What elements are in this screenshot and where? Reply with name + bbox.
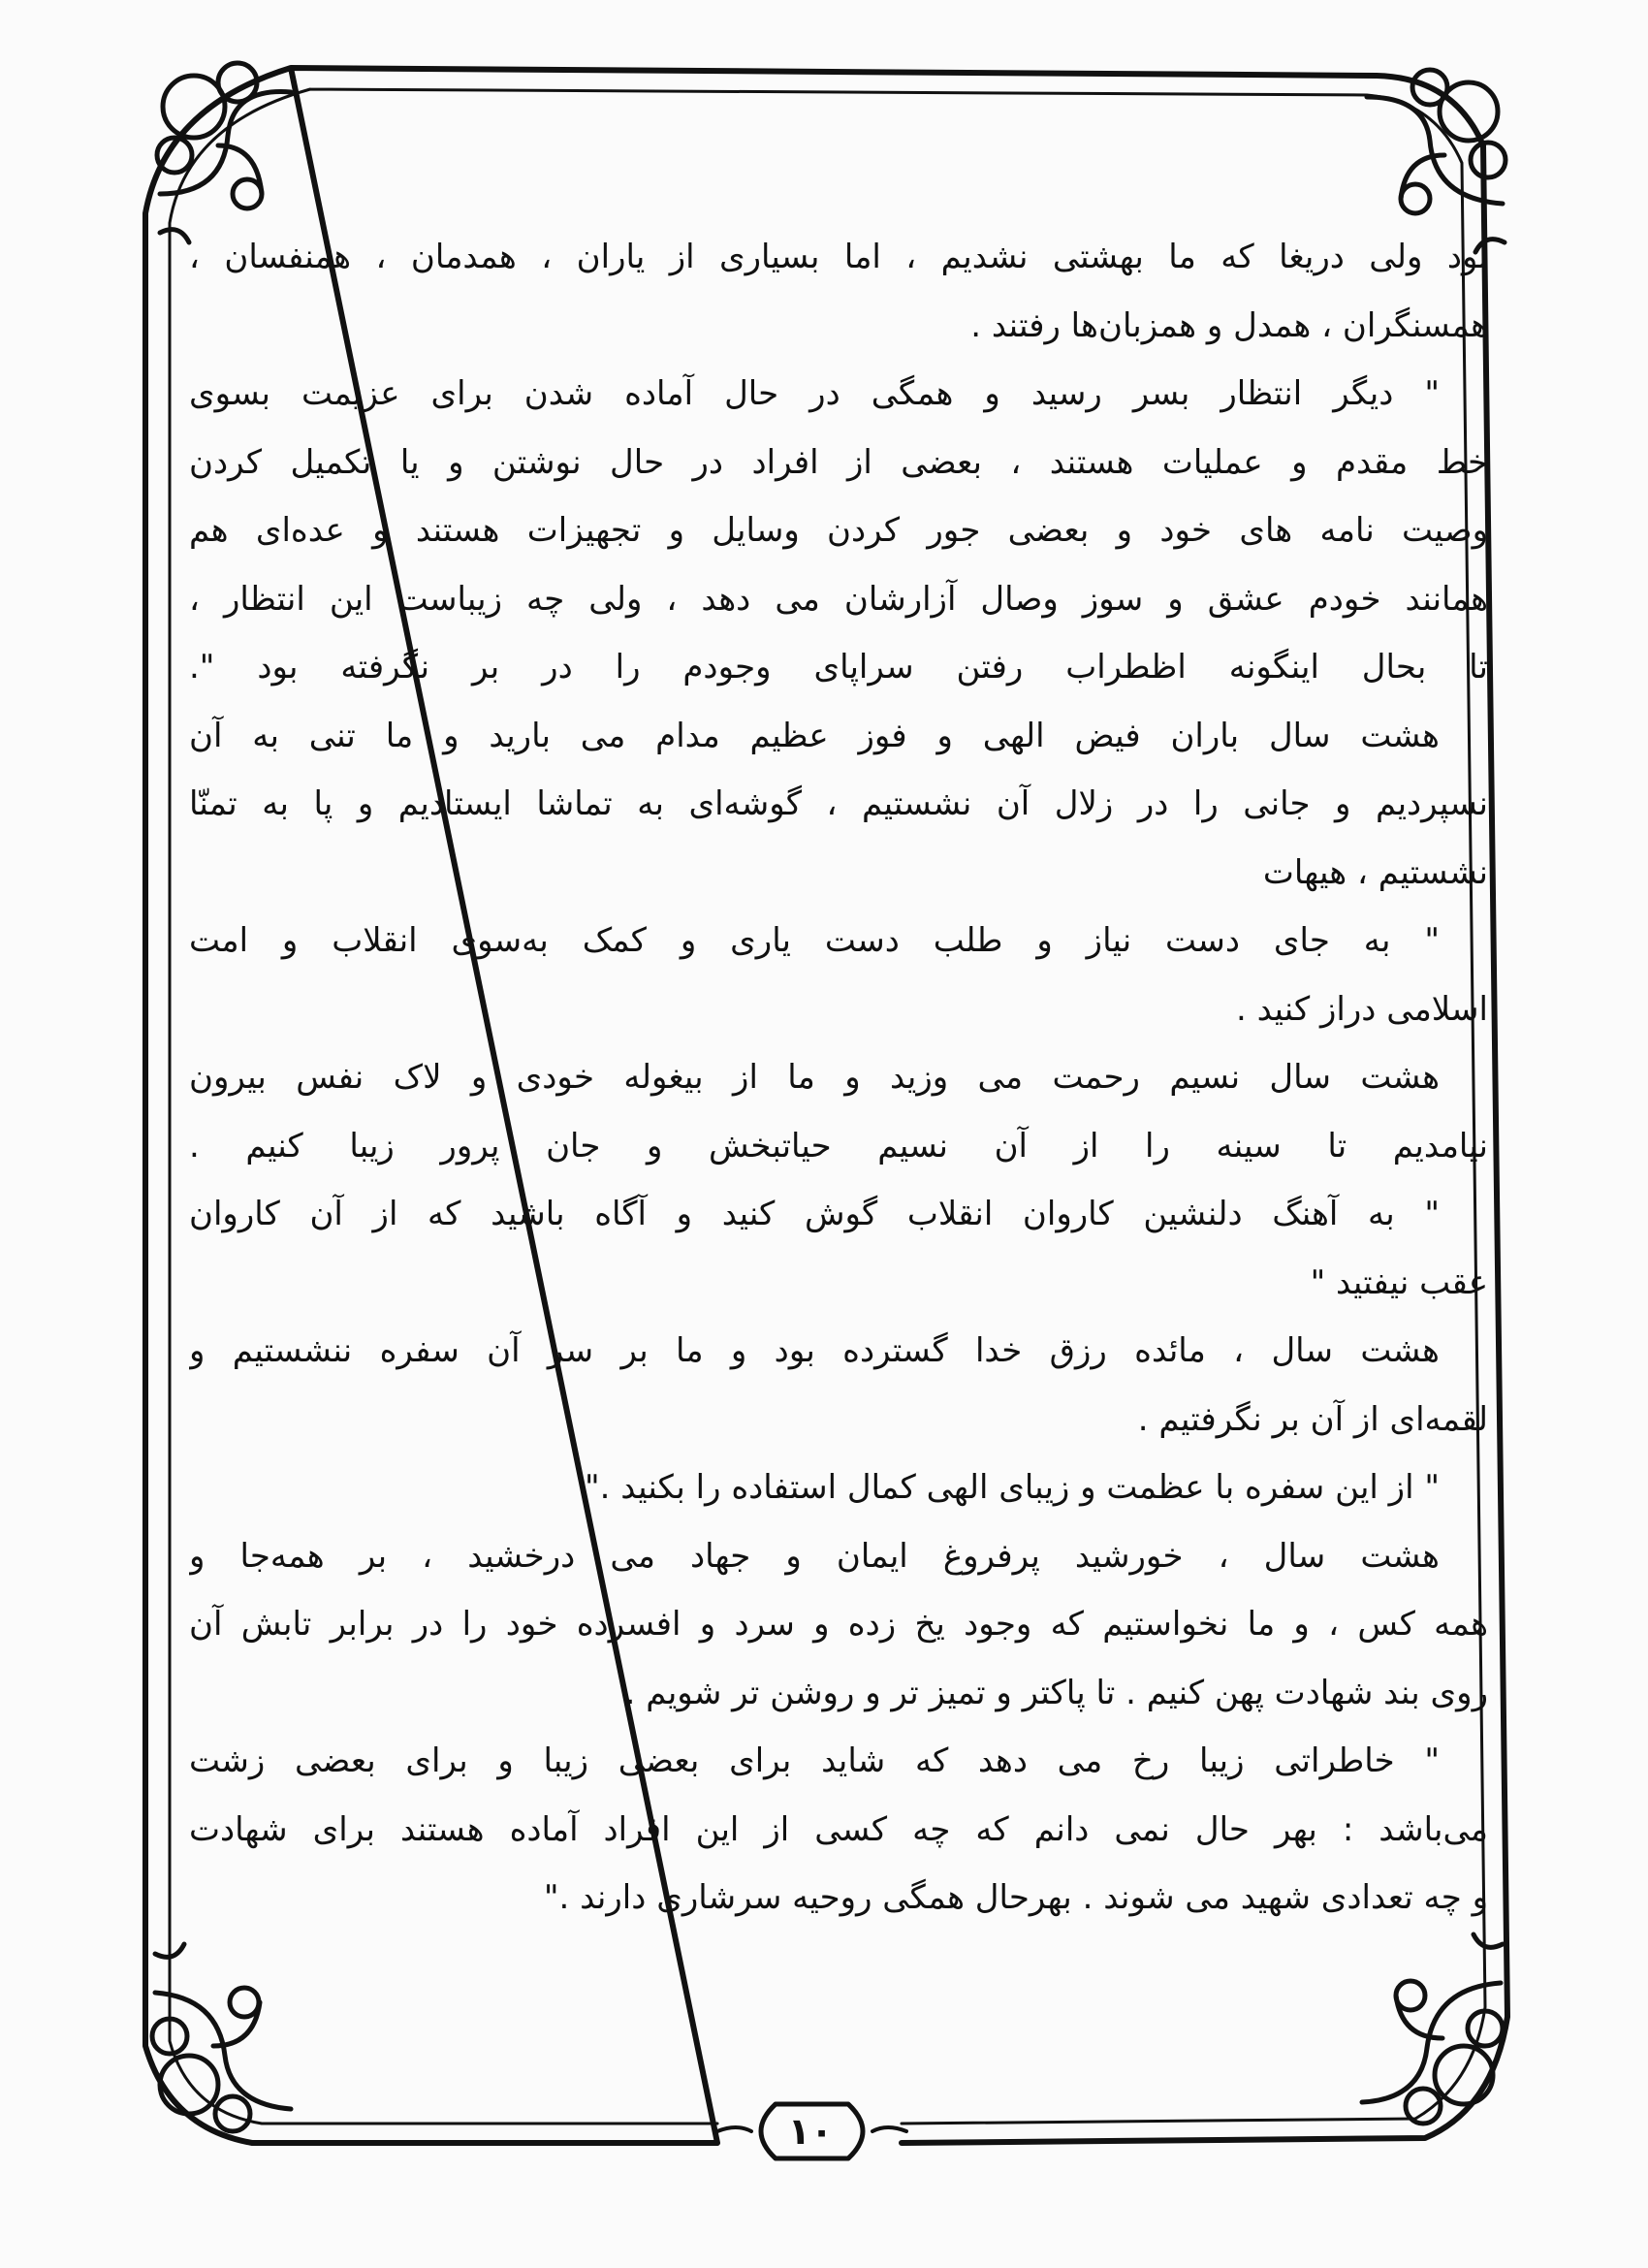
text-line-5: وصیت نامه های خود و بعضی جور کردن وسایل و تجهیزات هستند و عده‌ای هم: [189, 511, 1488, 550]
page-number: ١٠: [787, 2110, 834, 2153]
text-line-22: روی بند شهادت پهن کنیم . تا پاکتر و تمیز تر و روشن تر شویم .: [624, 1673, 1488, 1712]
text-line-2: همسنگران ، همدل و همزبان‌ها رفتند .: [970, 305, 1488, 345]
text-line-25: و چه تعدادی شهید می شوند . بهرحال همگی روحیه سرشاری دارند .": [543, 1878, 1488, 1917]
text-line-24: می‌باشد : بهر حال نمی دانم که چه کسی از این افراد آماده هستند برای شهادت: [189, 1809, 1488, 1849]
corner-ornament-top-left: [157, 63, 291, 242]
text-line-14: نیامدیم تا سینه را از آن نسیم حیاتبخش و جان پرور زیبا کنیم .: [189, 1126, 1488, 1166]
text-line-11: " به جای دست نیاز و طلب دست یاری و کمک به‌سوی انقلاب و امت: [189, 921, 1440, 960]
text-line-8: هشت سال باران فیض الهی و فوز عظیم مدام می بارید و ما تنی به آن: [189, 716, 1440, 755]
text-line-4: خط مقدم و عملیات هستند ، بعضی از افراد در حال نوشتن و یا تکمیل کردن: [189, 442, 1488, 482]
text-line-13: هشت سال نسیم رحمت می وزید و ما از بیغوله خودی و لاک نفس بیرون: [189, 1058, 1440, 1097]
text-line-23: " خاطراتی زیبا رخ می دهد که شاید برای بعضی زیبا و برای بعضی زشت: [189, 1741, 1440, 1780]
text-line-1: بود ولی دریغا که ما بهشتی نشدیم ، اما بسیاری از یاران ، همدمان ، همنفسان ،: [189, 238, 1488, 276]
text-line-21: همه کس ، و ما نخواستیم که وجود یخ زده و سرد و افسرده خود را در برابر تابش آن: [189, 1605, 1488, 1644]
text-line-7: تا بحال اینگونه اظطراب رفتن سراپای وجودم را در بر نگرفته بود ".: [189, 648, 1488, 687]
text-line-9: نسپردیم و جانی را در زلال آن نشستیم ، گوشه‌ای به تماشا ایستادیم و پا به تمنّا: [189, 784, 1488, 823]
text-line-6: همانند خودم عشق و سوز وصال آزارشان می دهد ، ولی چه زیباست این انتظار ،: [189, 579, 1488, 619]
text-line-16: عقب نیفتید ": [1310, 1262, 1488, 1302]
text-line-10: نشستیم ، هیهات: [1262, 852, 1488, 892]
body-text: [189, 223, 1488, 1933]
text-line-12: اسلامی دراز کنید .: [1236, 989, 1488, 1029]
text-line-18: لقمه‌ای از آن بر نگرفتیم .: [1137, 1399, 1488, 1439]
text-line-20: هشت سال ، خورشید پرفروغ ایمان و جهاد می درخشید ، بر همه‌جا و: [189, 1536, 1440, 1576]
text-line-15: " به آهنگ دلنشین کاروان انقلاب گوش کنید و آگاه باشید که از آن کاروان: [189, 1195, 1440, 1233]
text-line-17: هشت سال ، مائده رزق خدا گسترده بود و ما بر سر آن سفره ننشستیم و: [189, 1331, 1440, 1370]
text-line-3: " دیگر انتظار بسر رسید و همگی در حال آماده شدن برای عزیمت بسوی: [189, 374, 1440, 413]
text-line-19: " از این سفره با عظمت و زیبای الهی کمال استفاده را بکنید .": [585, 1468, 1440, 1507]
